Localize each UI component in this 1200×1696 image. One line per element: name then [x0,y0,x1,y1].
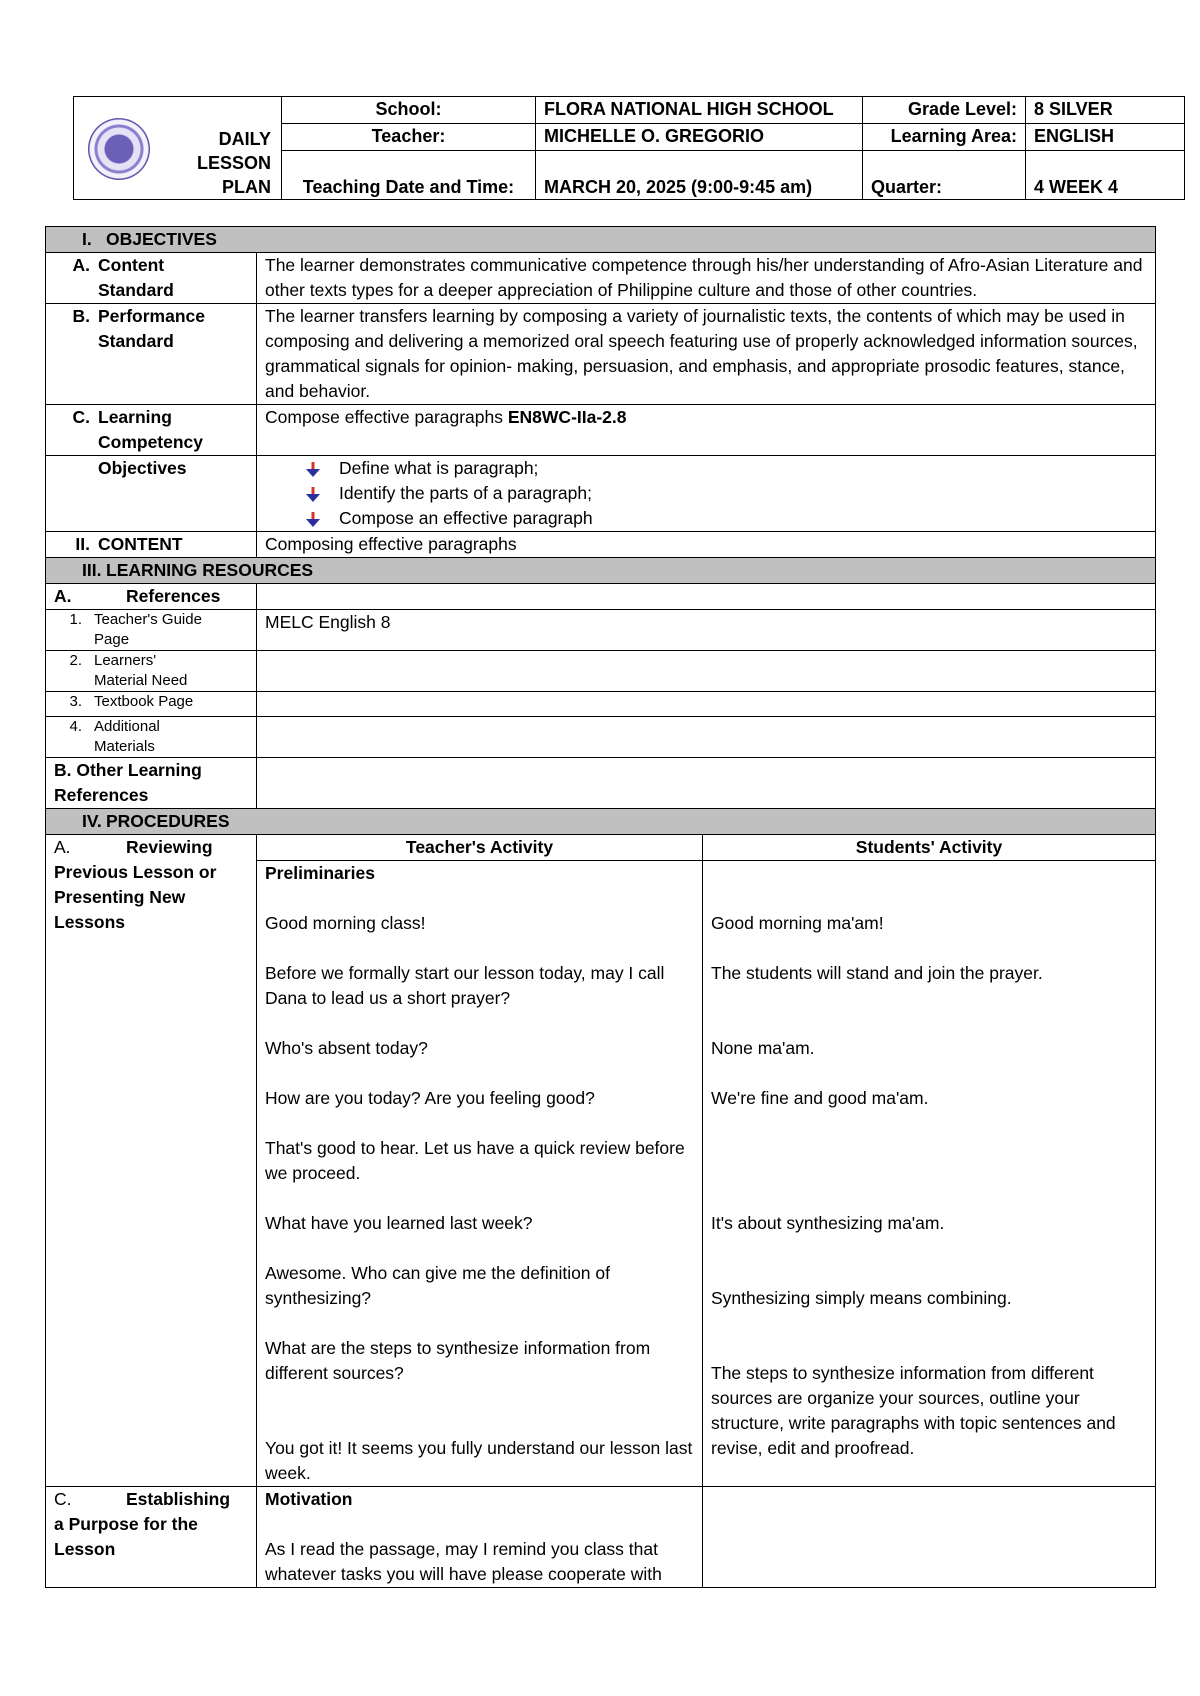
content-standard-text: The learner demonstrates communicative competence through his/her understanding of Afro-Asian Literature and other texts types for a deeper appreciation of Philippine culture and those of other countries. [257,253,1156,304]
learning-competency-text: Compose effective paragraphs EN8WC-IIa-2.8 [257,405,1156,456]
daily-lesson-plan-title: DAILY LESSON PLAN [196,129,271,197]
grade-value: 8 SILVER [1026,97,1185,124]
teacher-label: Teacher: [282,124,536,151]
competency-code: EN8WC-IIa-2.8 [507,407,627,427]
school-label: School: [282,97,536,124]
arrow-down-bullet-icon [305,487,321,503]
teachers-guide-value: MELC English 8 [257,610,1156,651]
row-content-standard: A. Content Standard The learner demonstrates communicative competence through his/her understanding of Afro-Asian Literature and other texts types for a deeper appreciation of Philippine culture and those of other countries. [46,253,1156,304]
quarter-value: 4 WEEK 4 [1026,151,1185,200]
list-item: Compose an effective paragraph [305,506,1147,531]
header-table [73,96,1185,200]
row-learners-material: 2. Learners' Material Need [46,651,1156,692]
section-objectives: I. OBJECTIVES [46,227,1156,253]
establishing-purpose-label: C. Establishing a Purpose for the Lesson [46,1487,257,1588]
row-establishing-purpose [46,1487,1156,1588]
list-item: Define what is paragraph; [305,456,1147,481]
content-text: Composing effective paragraphs [257,532,1156,558]
row-performance-standard: B. Performance Standard The learner transfers learning by composing a variety of journalistic texts, the contents of which may be used in composing and delivering a memorized oral speech featuring use of properly acknowledged information sources, grammatical signals for opinion- making, persuasion, and emphasis, and appropriate prosodic features, stance, and behavior. [46,304,1156,405]
objectives-list [265,456,1147,531]
section-learning-resources: III. LEARNING RESOURCES [46,558,1156,584]
teacher-activity-cell: Preliminaries Good morning class! Before we formally start our lesson today, may I call Dana to lead us a short prayer? Who's absent today? How are you today? Are you feeling good? That's good to hear. Let us have a quick review before we proceed. What have you learned last week? Awesome. Who can give me the definition of synthesizing? What are the steps to synthesize information from different sources? You got it! It seems you fully understand our lesson last week. [257,861,703,1487]
deped-seal-icon [88,118,150,180]
header-logo-cell [74,97,282,200]
area-value: ENGLISH [1026,124,1185,151]
row-objectives: Objectives Define what is paragraph; Identify the parts of a paragraph; Compose an effective paragraph [46,456,1156,532]
row-references: A. References [46,584,1156,610]
row-activity-headers [46,835,1156,861]
row-textbook-page: 3. Textbook Page [46,692,1156,717]
motivation-cell: Motivation As I read the passage, may I remind you class that whatever tasks you will have please cooperate with [257,1487,703,1588]
section-procedures: IV. PROCEDURES [46,809,1156,835]
school-value: FLORA NATIONAL HIGH SCHOOL [536,97,863,124]
arrow-down-bullet-icon [305,512,321,528]
reviewing-label: A. Reviewing Previous Lesson or Presenting New Lessons [46,835,257,1487]
quarter-label: Quarter: [863,151,1026,200]
teacher-activity-header: Teacher's Activity [257,835,703,861]
performance-standard-text: The learner transfers learning by composing a variety of journalistic texts, the contents of which may be used in composing and delivering a memorized oral speech featuring use of properly acknowledged information sources, grammatical signals for opinion- making, persuasion, and emphasis, and appropriate prosodic features, stance, and behavior. [257,304,1156,405]
arrow-down-bullet-icon [305,462,321,478]
row-other-references: B. Other Learning References [46,758,1156,809]
section-objectives-title: OBJECTIVES [106,229,217,249]
row-learning-competency: C. Learning Competency Compose effective paragraphs EN8WC-IIa-2.8 [46,405,1156,456]
students-activity-cell: Good morning ma'am! The students will stand and join the prayer. None ma'am. We're fine and good ma'am. It's about synthesizing ma'am. Synthesizing simply means combining. The steps to synthesize information from different sources are organize your sources, outline your structure, write paragraphs with topic sentences and revise, edit and proofread. [703,861,1156,1487]
list-item: Identify the parts of a paragraph; [305,481,1147,506]
area-label: Learning Area: [863,124,1026,151]
grade-label: Grade Level: [863,97,1026,124]
row-content: II. CONTENT Composing effective paragraphs [46,532,1156,558]
date-value: MARCH 20, 2025 (9:00-9:45 am) [536,151,863,200]
section-procedures-title: PROCEDURES [106,811,230,831]
students-activity-header: Students' Activity [703,835,1156,861]
row-teachers-guide: 1. Teacher's Guide Page MELC English 8 [46,610,1156,651]
teacher-value: MICHELLE O. GREGORIO [536,124,863,151]
date-label: Teaching Date and Time: [282,151,536,200]
lesson-plan-table [45,226,1156,1588]
section-resources-title: LEARNING RESOURCES [106,560,314,580]
row-additional-materials: 4. Additional Materials [46,717,1156,758]
